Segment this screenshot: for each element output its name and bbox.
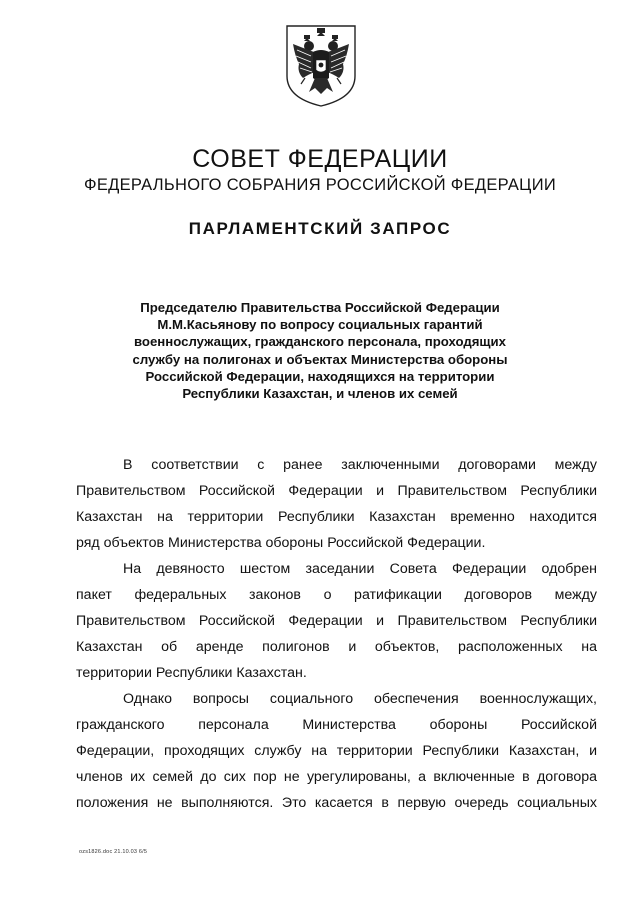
addressee-line: М.М.Касьянову по вопросу социальных гарантий: [157, 317, 483, 333]
text-line: положения не выполняются. Это касается в первую очередь социальных: [76, 795, 597, 811]
paragraph: [76, 686, 597, 816]
file-code: ozs1826.doc 21.10.03 6/5: [79, 849, 148, 855]
text-line: территории Республики Казахстан.: [76, 665, 307, 681]
text-line: Правительством Российской Федерации и Правительством Республики: [76, 613, 597, 629]
org-subtitle: ФЕДЕРАЛЬНОГО СОБРАНИЯ РОССИЙСКОЙ ФЕДЕРАЦИИ: [83, 176, 557, 194]
text-line: членов их семей до сих пор не урегулированы, а включенные в договора: [76, 769, 597, 785]
addressee-line: Республики Казахстан, и членов их семей: [182, 386, 458, 402]
coat-of-arms-icon: [283, 22, 359, 108]
text-line: Федерации, проходящих службу на территории Республики Казахстан, и: [76, 743, 597, 759]
body-text: [76, 452, 597, 816]
text-line: Правительством Российской Федерации и Правительством Республики: [76, 483, 597, 499]
paragraph: [76, 452, 597, 556]
addressee-line: Российской Федерации, находящихся на территории: [145, 368, 495, 384]
text-line: Казахстан об аренде полигонов и объектов, расположенных на: [76, 639, 597, 655]
addressee-line: Председателю Правительства Российской Федерации: [140, 300, 500, 315]
addressee-block: [0, 299, 640, 402]
text-line: ряд объектов Министерства обороны Российской Федерации.: [76, 535, 486, 551]
text-line: Казахстан на территории Республики Казахстан временно находится: [76, 509, 597, 525]
text-line: Однако вопросы социального обеспечения военнослужащих,: [123, 691, 597, 707]
addressee-line: военнослужащих, гражданского персонала, проходящих: [133, 334, 507, 350]
text-line: пакет федеральных законов о ратификации договоров между: [76, 587, 597, 603]
text-line: На девяносто шестом заседании Совета Федерации одобрен: [123, 561, 597, 577]
text-line: гражданского персонала Министерства обороны Российской: [76, 717, 597, 733]
document-type-heading: ПАРЛАМЕНТСКИЙ ЗАПРОС: [188, 219, 452, 238]
text-line: В соответствии с ранее заключенными договорами между: [123, 457, 597, 473]
addressee-line: службу на полигонах и объектах Министерства обороны: [132, 351, 508, 367]
org-title: СОВЕТ ФЕДЕРАЦИИ: [192, 145, 448, 173]
paragraph: [76, 556, 597, 686]
